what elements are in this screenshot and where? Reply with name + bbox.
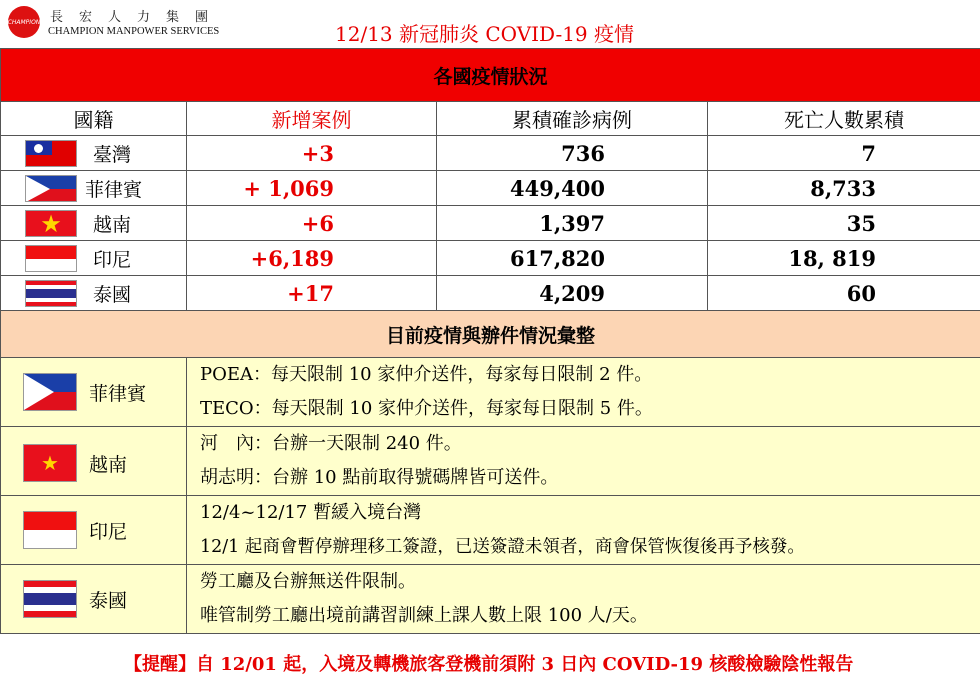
total-cases-value: 617,820 — [437, 241, 708, 276]
reminder-text: 【提醒】自 12/01 起，入境及轉機旅客登機前須附 3 日內 COVID-19 核酸檢驗陰性報告 — [124, 654, 854, 675]
company-name-english: CHAMPION MANPOWER SERVICES — [48, 26, 220, 37]
status-row — [1, 565, 980, 634]
stats-banner: 各國疫情狀況 — [1, 49, 980, 102]
status-note: 河 內：台辦一天限制 240 件。 — [200, 433, 462, 454]
new-cases-value: +6 — [187, 206, 437, 241]
column-header-new-cases: 新增案例 — [187, 102, 437, 136]
philippines-flag-icon — [23, 373, 77, 411]
new-cases-value: +6,189 — [187, 241, 437, 276]
new-cases-value: +3 — [187, 136, 437, 171]
country-name: 泰國 — [89, 590, 128, 612]
status-note: 唯管制勞工廳出境前講習訓練上課人數上限 100 人/天。 — [200, 605, 648, 626]
country-name: 菲律賓 — [89, 383, 147, 405]
philippines-flag-icon — [25, 175, 77, 202]
status-row — [1, 496, 980, 565]
company-logo: CHAMPION — [8, 6, 40, 38]
indonesia-flag-icon — [25, 245, 77, 272]
country-name: 越南 — [89, 454, 128, 476]
status-notes — [187, 358, 980, 427]
deaths-value: 7 — [708, 136, 980, 171]
status-banner: 目前疫情與辦件情況彙整 — [1, 311, 980, 358]
status-notes — [187, 427, 980, 496]
new-cases-value: +17 — [187, 276, 437, 311]
country-name: 泰國 — [93, 284, 132, 306]
status-note: 12/1 起商會暫停辦理移工簽證，已送簽證未領者，商會保管恢復後再予核發。 — [200, 537, 805, 557]
status-note: 胡志明：台辦 10 點前取得號碼牌皆可送件。 — [200, 467, 559, 488]
covid-report-table — [0, 48, 980, 634]
thailand-flag-icon — [23, 580, 77, 618]
country-name: 越南 — [93, 214, 132, 236]
deaths-value: 18, 819 — [708, 241, 980, 276]
country-name: 印尼 — [89, 521, 128, 543]
table-row — [1, 241, 980, 276]
table-row — [1, 171, 980, 206]
status-note: 勞工廳及台辦無送件限制。 — [200, 571, 416, 592]
column-header-total-cases: 累積確診病例 — [437, 102, 708, 136]
table-row — [1, 136, 980, 171]
status-note: TECO：每天限制 10 家仲介送件，每家每日限制 5 件。 — [200, 398, 653, 419]
page-header — [0, 0, 980, 48]
total-cases-value: 449,400 — [437, 171, 708, 206]
table-row — [1, 276, 980, 311]
total-cases-value: 1,397 — [437, 206, 708, 241]
vietnam-flag-icon: ★ — [23, 444, 77, 482]
total-cases-value: 736 — [437, 136, 708, 171]
country-name: 臺灣 — [93, 144, 132, 166]
country-name: 印尼 — [93, 249, 132, 271]
status-notes — [187, 496, 980, 565]
page-title: 12/13 新冠肺炎 COVID-19 疫情 — [335, 22, 635, 46]
deaths-value: 35 — [708, 206, 980, 241]
company-name-chinese: 長宏人力集團 — [50, 10, 225, 25]
deaths-value: 8,733 — [708, 171, 980, 206]
country-name: 菲律賓 — [85, 179, 143, 201]
status-notes — [187, 565, 980, 634]
column-header-nationality: 國籍 — [1, 102, 187, 136]
total-cases-value: 4,209 — [437, 276, 708, 311]
status-note: POEA：每天限制 10 家仲介送件，每家每日限制 2 件。 — [200, 364, 653, 385]
indonesia-flag-icon — [23, 511, 77, 549]
status-row — [1, 427, 980, 496]
status-row — [1, 358, 980, 427]
column-header-deaths: 死亡人數累積 — [708, 102, 980, 136]
taiwan-flag-icon — [25, 140, 77, 167]
new-cases-value: + 1,069 — [187, 171, 437, 206]
status-note: 12/4~12/17 暫緩入境台灣 — [200, 502, 422, 523]
thailand-flag-icon — [25, 280, 77, 307]
deaths-value: 60 — [708, 276, 980, 311]
vietnam-flag-icon: ★ — [25, 210, 77, 237]
table-row — [1, 206, 980, 241]
